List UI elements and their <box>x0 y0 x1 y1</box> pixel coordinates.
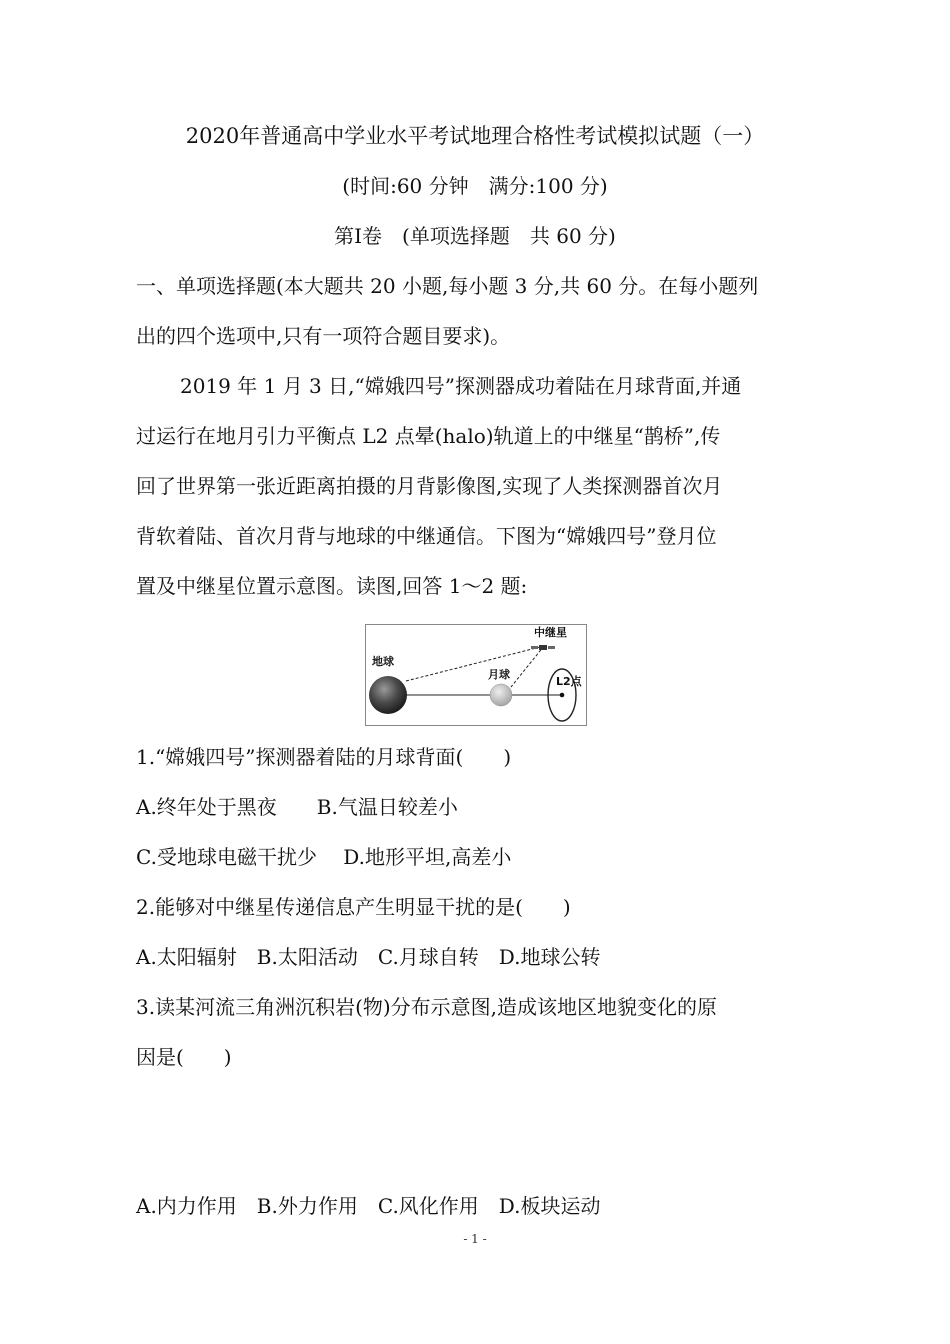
passage-line-4: 背软着陆、首次月背与地球的中继通信。下图为“嫦娥四号”登月位 <box>136 524 717 548</box>
question-3-options: A.内力作用 B.外力作用 C.风化作用 D.板块运动 <box>136 1194 601 1218</box>
passage-line-3: 回了世界第一张近距离拍摄的月背影像图,实现了人类探测器首次月 <box>136 474 723 498</box>
passage-line-1: 2019 年 1 月 3 日,“嫦娥四号”探测器成功着陆在月球背面,并通 <box>180 374 742 398</box>
question-1-options-row-1: A.终年处于黑夜 B.气温日较差小 <box>136 795 458 819</box>
earth-relay-dashed-line <box>406 646 544 681</box>
earth-moon-relay-diagram <box>365 624 587 726</box>
question-2-stem: 2.能够对中继星传递信息产生明显干扰的是( ) <box>136 895 571 919</box>
section-heading-line-2: 出的四个选项中,只有一项符合题目要求)。 <box>136 324 511 348</box>
moon-icon <box>490 684 512 706</box>
moon-label: 月球 <box>488 668 510 681</box>
question-1-options-row-2: C.受地球电磁干扰少 D.地形平坦,高差小 <box>136 845 512 869</box>
l2-point-label: L2点 <box>556 675 582 688</box>
question-2-options: A.太阳辐射 B.太阳活动 C.月球自转 D.地球公转 <box>136 945 601 969</box>
relay-satellite-label: 中继星 <box>534 626 567 639</box>
earth-label: 地球 <box>372 655 394 668</box>
question-3-stem-line-2: 因是( ) <box>136 1045 232 1069</box>
exam-time-info: (时间:60 分钟 满分:100 分) <box>342 174 608 198</box>
l2-point-icon <box>560 693 565 698</box>
question-3-stem-line-1: 3.读某河流三角洲沉积岩(物)分布示意图,造成该地区地貌变化的原 <box>136 995 718 1019</box>
relay-moon-dashed-line <box>511 646 544 687</box>
earth-icon <box>369 676 407 714</box>
question-1-stem: 1.“嫦娥四号”探测器着陆的月球背面( ) <box>136 745 512 769</box>
section-heading-line-1: 一、单项选择题(本大题共 20 小题,每小题 3 分,共 60 分。在每小题列 <box>136 274 759 298</box>
volume-heading: 第Ⅰ卷 (单项选择题 共 60 分) <box>334 224 616 248</box>
exam-title: 2020年普通高中学业水平考试地理合格性考试模拟试题（一） <box>185 124 765 148</box>
passage-line-2: 过运行在地月引力平衡点 L2 点晕(halo)轨道上的中继星“鹊桥”,传 <box>136 424 721 448</box>
relay-satellite-icon <box>531 645 555 650</box>
passage-line-5: 置及中继星位置示意图。读图,回答 1～2 题: <box>136 574 528 598</box>
diagram-svg <box>366 625 586 725</box>
page-number: - 1 - <box>463 1232 487 1246</box>
